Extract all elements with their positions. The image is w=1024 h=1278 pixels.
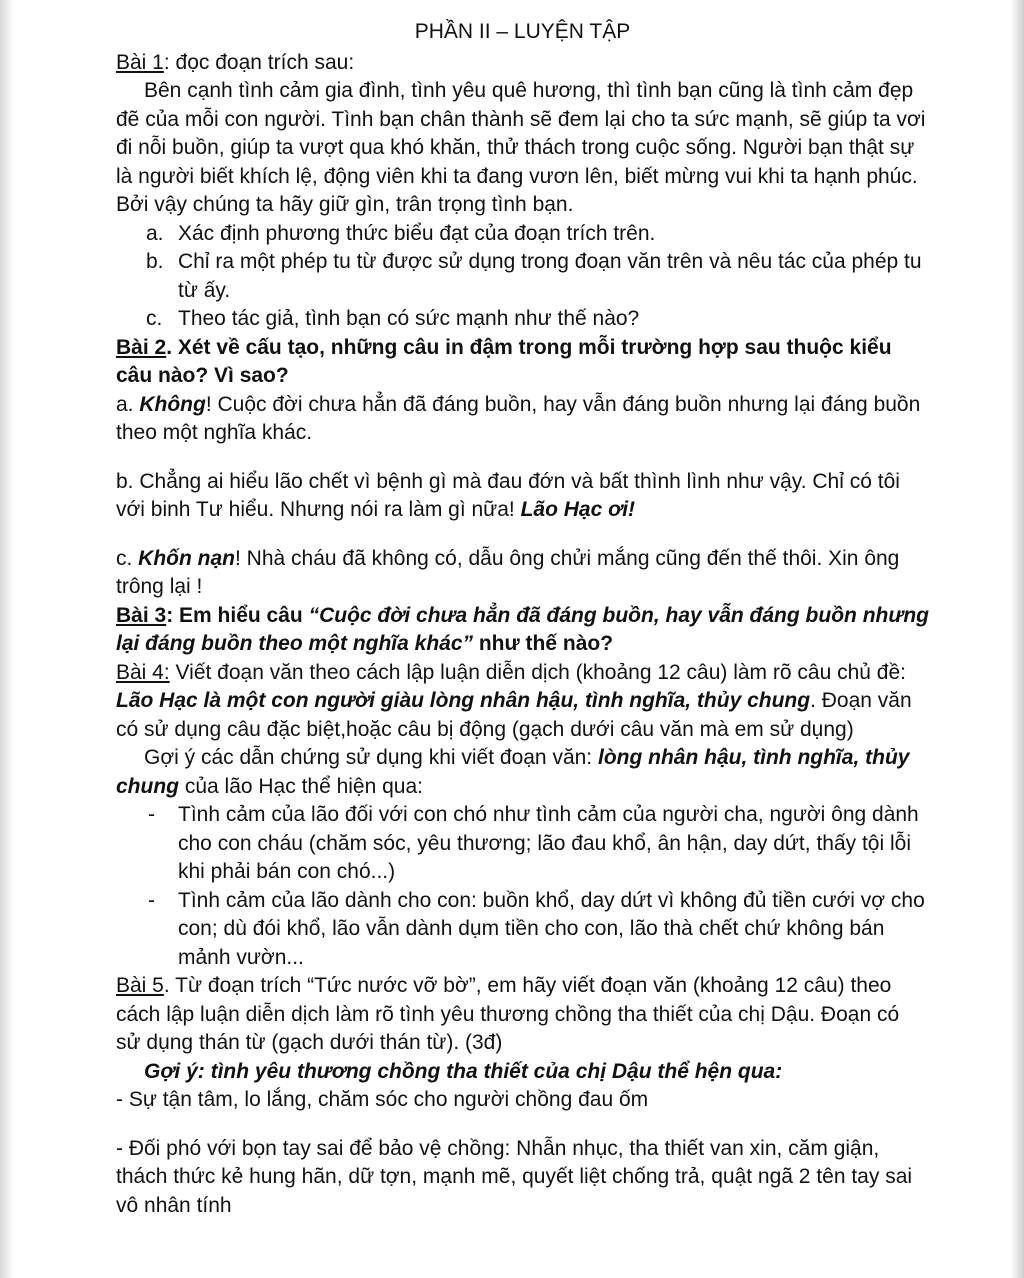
dash-marker: - — [148, 888, 155, 912]
exercise-3-tail: như thế nào? — [473, 632, 614, 655]
exercise-1-heading-text: : đọc đoạn trích sau: — [163, 50, 355, 74]
question-text: Theo tác giả, tình bạn có sức mạnh như thế nào? — [178, 307, 640, 330]
exercise-1-questions — [116, 220, 929, 334]
question-text: Xác định phương thức biểu đạt của đoạn trích trên. — [178, 221, 656, 245]
exercise-5-label: Bài 5 — [116, 974, 164, 997]
exercise-2-item-a — [116, 391, 929, 448]
exercise-5-body: . Từ đoạn trích “Tức nước vỡ bờ”, em hãy viết đoạn văn (khoảng 12 câu) theo cách lập luận diễn dịch làm rõ tình yêu thương chồng tha thiết của chị Dậu. Đoạn có sử dụng thán từ (gạch dưới thán từ). (3đ) — [116, 974, 900, 1054]
exercise-3-heading-text: : Em hiểu câu — [166, 603, 309, 627]
item-a-bold: Không — [139, 392, 206, 416]
exercise-4-topic: Lão Hạc là một con người giàu lòng nhân hậu, tình nghĩa, thủy chung — [116, 689, 811, 712]
exercise-2-item-c — [116, 545, 929, 602]
exercise-4-points — [116, 801, 929, 972]
exercise-5-hint: Gợi ý: tình yêu thương chồng tha thiết của chị Dậu thể hện qua: — [144, 1059, 783, 1083]
item-a-prefix: a. — [116, 392, 140, 416]
question-text: Chỉ ra một phép tu từ được sử dụng trong đoạn văn trên và nêu tác của phép tu từ ấy. — [178, 250, 922, 302]
hint-point-text: Tình cảm của lão dành cho con: buồn khổ, day dứt vì không đủ tiền cưới vợ cho con; dù đói khổ, lão vẫn dành dụm tiền cho con, lão thà chết chứ không bán mảnh vườn... — [178, 888, 925, 969]
item-c-text: ! Nhà cháu đã không có, dẫu ông chửi mắng cũng đến thế thôi. Xin ông trông lại ! — [116, 546, 900, 598]
hint-point — [116, 801, 929, 887]
hint-point — [116, 887, 929, 973]
hint-prefix: Gợi ý các dẫn chứng sử dụng khi viết đoạn văn: — [144, 746, 598, 769]
dash-marker: - — [148, 803, 155, 826]
exercise-3-heading — [116, 602, 929, 659]
exercise-1-passage: Bên cạnh tình cảm gia đình, tình yêu quê hương, thì tình bạn cũng là tình cảm đẹp đẽ của mỗi con người. Tình bạn chân thành sẽ đem lại cho ta sức mạnh, sẽ giúp ta vơi đi nỗi buồn, giúp ta vượt qua khó khăn, thử thách trong cuộc sống. Người bạn thật sự là người biết khích lệ, động viên khi ta đang vươn lên, biết mừng vui khi ta hạnh phúc. Bởi vậy chúng ta hãy giữ gìn, trân trọng tình bạn. — [116, 79, 926, 216]
exercise-2-heading-text: . Xét về cấu tạo, những câu in đậm trong mỗi trường hợp sau thuộc kiểu câu nào? Vì sao? — [116, 335, 892, 387]
item-a-text: ! Cuộc đời chưa hẳn đã đáng buồn, hay vẫn đáng buồn nhưng lại đáng buồn theo một nghĩa khác. — [116, 392, 921, 444]
page-title: PHẦN II – LUYỆN TẬP — [414, 20, 631, 43]
hint-bold: lòng nhân hậu, tình nghĩa, thủy chung — [116, 746, 910, 798]
exercise-2-heading — [116, 334, 929, 391]
hint-point-text: Tình cảm của lão đối với con chó như tình cảm của người cha, người ông dành cho con cháu (chăm sóc, yêu thương; lão đau khổ, ân hận, day dứt, thấy tội lỗi khi phải bán con chó...) — [178, 803, 919, 883]
exercise-4-label: Bài 4: — [116, 660, 170, 684]
exercise-5-text — [116, 972, 929, 1058]
exercise-3-quote: “Cuộc đời chưa hẳn đã đáng buồn, hay vẫn đáng buồn nhưng lại đáng buồn theo một nghĩa khác” — [116, 603, 929, 655]
exercise-1-heading — [116, 49, 929, 78]
hint-rest: của lão Hạc thể hiện qua: — [179, 774, 424, 798]
exercise-4-hint — [116, 744, 929, 801]
exercise-2-item-b — [116, 468, 929, 525]
exercise-1-question — [116, 220, 929, 249]
exercise-2-label: Bài 2 — [116, 335, 167, 359]
exercise-5-point-2: - Đối phó với bọn tay sai để bảo vệ chồng: Nhẫn nhục, tha thiết van xin, căm giận, thách thức kẻ hung hãn, dữ tợn, mạnh mẽ, quyết liệt chống trả, quật ngã 2 tên tay sai vô nhân tính — [116, 1136, 913, 1217]
exercise-5-point-1: - Sự tận tâm, lo lắng, chăm sóc cho người chồng đau ốm — [116, 1088, 649, 1111]
question-marker: c. — [146, 307, 163, 330]
exercise-1-question — [116, 248, 929, 305]
item-b-text: b. Chẳng ai hiểu lão chết vì bệnh gì mà đau đớn và bất thình lình như vậy. Chỉ có tôi với binh Tư hiểu. Nhưng nói ra làm gì nữa! — [116, 469, 900, 521]
exercise-1-question — [116, 305, 929, 334]
exercise-4-text-1: Viết đoạn văn theo cách lập luận diễn dịch (khoảng 12 câu) làm rõ câu chủ đề: — [169, 660, 906, 684]
exercise-3-label: Bài 3 — [116, 603, 167, 627]
item-c-bold: Khốn nạn — [138, 546, 235, 570]
exercise-4-text — [116, 659, 929, 745]
item-c-prefix: c. — [116, 546, 139, 570]
question-marker: b. — [146, 250, 164, 273]
exercise-4-text-2: . Đoạn văn có sử dụng câu đặc biệt,hoặc câu bị động (gạch dưới câu văn mà em sử dụng) — [116, 689, 912, 741]
question-marker: a. — [146, 221, 164, 245]
item-b-bold: Lão Hạc ơi! — [520, 498, 636, 521]
exercise-1-label: Bài 1 — [116, 50, 164, 74]
